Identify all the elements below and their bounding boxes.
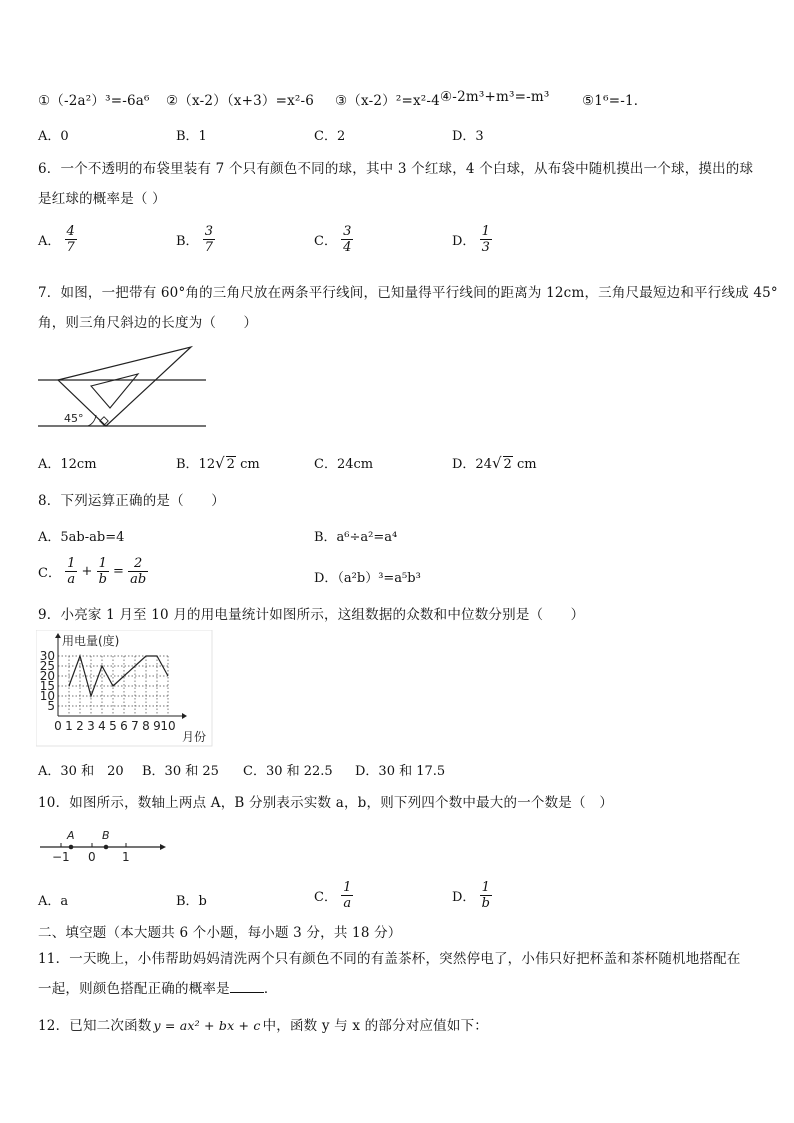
q8-option-d[interactable]: D．（a²b）³=a⁵b³	[314, 571, 421, 586]
x-tick-label: 2	[76, 719, 84, 733]
q7-triangle-figure	[36, 342, 208, 432]
y-tick-label: 20	[39, 669, 55, 683]
fraction-numerator: 1	[480, 880, 492, 896]
q10-option-c-fraction	[341, 880, 353, 911]
q7-text-line1: 7．如图，一把带有 60°角的三角尺放在两条平行线间，已知量得平行线间的距离为 12cm，三角尺最短边和平行线成 45°	[38, 285, 778, 301]
x-tick-label: 6	[120, 719, 128, 733]
q12-text	[38, 1014, 488, 1034]
q7-option-b[interactable]	[176, 453, 260, 472]
q8-option-a[interactable]: A．5ab-ab=4	[38, 530, 125, 545]
q6-option-d[interactable]	[452, 224, 492, 255]
label-one: 1	[122, 850, 130, 864]
q11-text-line2-b: ．	[263, 981, 278, 997]
x-tick-label: 0	[54, 719, 62, 733]
angle-label: 45°	[64, 412, 84, 425]
sqrt-icon: √	[215, 454, 225, 472]
q6-option-a-label: A．	[38, 234, 61, 249]
fraction-denominator: a	[343, 896, 352, 911]
q10-option-a[interactable]: A．a	[38, 894, 69, 909]
q5-option-a[interactable]: A．0	[38, 129, 69, 144]
fraction-denominator: 4	[343, 240, 352, 255]
q7-text-line2: 角，则三角尺斜边的长度为（ ）	[38, 315, 258, 331]
q8-option-c-label: C．	[38, 566, 61, 581]
q10-option-d-fraction	[480, 880, 492, 911]
q6-text-line2: 是红球的概率是（ ）	[38, 191, 166, 207]
x-tick-label: 1	[65, 719, 73, 733]
fraction-numerator: 1	[343, 880, 352, 895]
arrow-right-icon	[160, 844, 166, 850]
number-line-figure	[36, 826, 168, 866]
q6-option-c-label: C．	[314, 234, 337, 249]
q8-frac-3	[128, 556, 148, 587]
plus-sign: +	[81, 564, 93, 579]
y-axis-label: 用电量(度)	[62, 634, 120, 648]
point-b	[104, 845, 109, 850]
q5-statement-3: ③（x-2）²=x²-4	[335, 93, 440, 109]
angle-arc	[88, 415, 96, 426]
q6-option-b-label: B．	[176, 234, 199, 249]
q8-frac-1	[65, 556, 77, 587]
q11-text-line1: 11．一天晚上，小伟帮助妈妈清洗两个只有颜色不同的有盖茶杯，突然停电了，小伟只好把杯盖和茶杯随机地搭配在	[38, 951, 741, 967]
x-tick-label: 7	[131, 719, 139, 733]
sqrt-icon: √	[491, 454, 502, 472]
fraction-denominator: ab	[130, 572, 147, 587]
q10-text: 10．如图所示，数轴上两点 A，B 分别表示实数 a，b，则下列四个数中最大的一个数是（ ）	[38, 795, 614, 811]
fraction-numerator: 1	[97, 556, 109, 572]
q10-option-d-label: D．	[452, 890, 476, 905]
equals-sign: =	[113, 564, 124, 579]
q7-option-b-unit: cm	[240, 457, 260, 472]
q7-option-d-text: D．24	[452, 457, 492, 472]
q7-option-b-text: B．12	[176, 457, 216, 472]
fraction-numerator: 2	[128, 556, 148, 572]
x-tick-label: 9	[153, 719, 161, 733]
point-a	[69, 845, 74, 850]
fraction-numerator: 4	[66, 224, 75, 239]
q8-option-b[interactable]: B．a⁶÷a²=a⁴	[314, 530, 398, 545]
q7-option-c[interactable]: C．24cm	[314, 457, 374, 472]
q6-option-a-fraction	[65, 224, 77, 255]
fraction-denominator: b	[98, 572, 107, 587]
q12-text-b: 中，函数 y 与 x 的部分对应值如下：	[262, 1018, 488, 1034]
x-axis-label: 月份	[182, 730, 207, 744]
fraction-denominator: b	[481, 896, 490, 911]
q5-option-b[interactable]: B．1	[176, 129, 207, 144]
answer-blank[interactable]	[230, 980, 264, 993]
q6-option-a[interactable]	[38, 224, 77, 255]
y-tick-label: 10	[39, 689, 55, 703]
q5-option-c[interactable]: C．2	[314, 129, 346, 144]
q5-statement-5: ⑤1⁶=-1．	[582, 93, 648, 109]
q7-option-b-radicand: 2	[226, 457, 235, 472]
x-tick-label: 4	[98, 719, 106, 733]
q6-option-d-fraction	[480, 224, 492, 255]
q6-option-c-fraction	[341, 224, 353, 255]
label-point-b: B	[102, 829, 110, 842]
x-tick-label: 10	[160, 719, 176, 733]
q11-text-line2-a: 一起，则颜色搭配正确的概率是	[38, 981, 230, 997]
x-tick-label: 3	[87, 719, 95, 733]
q8-frac-2	[97, 556, 109, 587]
q9-option-d[interactable]: D．30 和 17.5	[355, 764, 446, 779]
fraction-numerator: 3	[204, 224, 213, 239]
q7-option-d-unit: cm	[516, 457, 537, 472]
q6-text-line1: 6．一个不透明的布袋里装有 7 个只有颜色不同的球，其中 3 个红球，4 个白球，从布袋中随机摸出一个球，摸出的球	[38, 161, 754, 177]
q9-option-c[interactable]: C．30 和 22.5	[243, 764, 333, 779]
usage-line-chart	[36, 630, 216, 748]
label-point-a: A	[67, 829, 75, 842]
q11-text-line2	[38, 977, 278, 997]
q6-option-d-label: D．	[452, 234, 476, 249]
q6-option-c[interactable]	[314, 224, 353, 255]
fraction-numerator: 3	[343, 224, 352, 239]
label-zero: 0	[88, 850, 96, 864]
q9-option-b[interactable]: B．30 和 25	[142, 764, 219, 779]
q10-option-d[interactable]	[452, 880, 492, 911]
x-tick-label: 5	[109, 719, 117, 733]
q9-option-a[interactable]: A．30 和 20	[38, 764, 124, 779]
fraction-denominator: 3	[481, 240, 490, 255]
q7-option-d[interactable]	[452, 453, 537, 472]
y-tick-label: 5	[47, 699, 55, 713]
q5-statement-4: ④-2m³+m³=-m³	[440, 89, 550, 105]
q6-option-b-fraction	[203, 224, 215, 255]
fraction-denominator: a	[67, 572, 76, 587]
fraction-denominator: 7	[204, 240, 213, 255]
q10-option-b[interactable]: B．b	[176, 894, 207, 909]
q5-statement-2: ②（x-2）（x+3）=x²-6	[166, 93, 315, 109]
q7-option-d-radicand: 2	[503, 457, 512, 472]
label-minus-one: −1	[52, 850, 70, 864]
fraction-numerator: 1	[67, 556, 76, 571]
q12-text-a: 12．已知二次函数	[38, 1018, 152, 1034]
q9-text: 9．小亮家 1 月至 10 月的用电量统计如图所示，这组数据的众数和中位数分别是（ ）	[38, 607, 585, 623]
q8-option-c[interactable]	[38, 556, 148, 587]
q6-option-b[interactable]	[176, 224, 215, 255]
q5-statement-1: ①（-2a²）³=-6a⁶	[38, 93, 150, 109]
fraction-numerator: 1	[481, 224, 490, 239]
x-tick-label: 8	[142, 719, 150, 733]
q5-option-d[interactable]: D．3	[452, 129, 484, 144]
y-tick-label: 25	[39, 659, 55, 673]
q10-option-c[interactable]	[314, 880, 353, 911]
y-tick-label: 15	[39, 679, 55, 693]
q8-text: 8．下列运算正确的是（ ）	[38, 493, 225, 509]
section-heading-fill-in: 二、填空题（本大题共 6 个小题，每小题 3 分，共 18 分）	[38, 925, 402, 941]
y-tick-label: 30	[39, 649, 55, 663]
q12-formula: y = ax² + bx + c	[153, 1018, 261, 1033]
q10-option-c-label: C．	[314, 890, 337, 905]
fraction-denominator: 7	[66, 240, 75, 255]
q7-option-a[interactable]: A．12cm	[38, 457, 97, 472]
